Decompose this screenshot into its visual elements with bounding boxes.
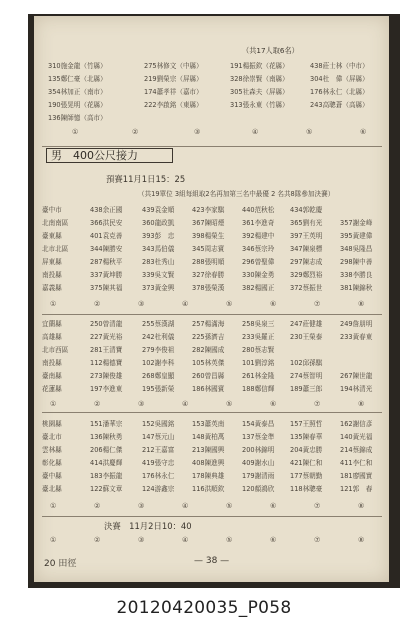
runner-entry: 152吳國銘: [142, 420, 175, 428]
team-row: [34, 269, 389, 278]
lane-circle: ④: [182, 400, 189, 408]
runner-entry: 124游鑫宗: [142, 485, 175, 493]
top-entry: 174蕭孝祥（嘉市）: [144, 88, 203, 96]
runner-entry: 230王榮泰: [290, 333, 323, 341]
runner-entry: 297陳志成: [290, 258, 323, 266]
divider-top: [42, 146, 382, 147]
top-entry: 275林修文（中縣）: [144, 62, 203, 70]
top-entry: 438莊士林（中市）: [310, 62, 369, 70]
runner-entry: 181廖國實: [340, 472, 373, 480]
lane-circle: ⑥: [360, 128, 367, 136]
runner-entry: 261林金隆: [242, 372, 275, 380]
lane-circle: ⑤: [226, 400, 233, 408]
runner-entry: 206楊仁傑: [90, 446, 123, 454]
runner-entry: 274蔡智明: [290, 372, 323, 380]
lane-circle: ②: [94, 536, 101, 544]
lane-circle: ③: [138, 502, 145, 510]
runner-entry: 367陳昭煙: [192, 219, 225, 227]
runner-entry: 381陳錦秋: [340, 284, 373, 292]
runner-entry: 273陳俊雄: [90, 372, 123, 380]
team-row: [34, 431, 389, 440]
lane-circle: ②: [94, 502, 101, 510]
runner-entry: 212王嘉富: [142, 446, 175, 454]
top-entry: 136陳師憶（高市）: [48, 114, 107, 122]
team-name: 南投縣: [42, 271, 62, 279]
runner-entry: 348吳隆昌: [340, 245, 373, 253]
top-entry-row: [34, 86, 389, 95]
runner-entry: 162謝信彥: [340, 420, 373, 428]
runner-entry: 357謝金峰: [340, 219, 373, 227]
runner-entry: 227黃光裕: [90, 333, 123, 341]
runner-entry: 373黃金興: [142, 284, 175, 292]
team-row: [34, 383, 389, 392]
team-row: [34, 457, 389, 466]
team-row: [34, 230, 389, 239]
runner-entry: 281王清寶: [90, 346, 123, 354]
team-row: [34, 444, 389, 453]
top-entry: 313張永東（竹縣）: [230, 101, 289, 109]
team-row: [34, 344, 389, 353]
runner-entry: 140黃光福: [340, 433, 373, 441]
runner-entry: 147蔡元山: [142, 433, 175, 441]
runner-entry: 401袁克善: [90, 232, 123, 240]
top-entry-row: [34, 73, 389, 82]
runner-entry: 153蕭英南: [192, 420, 225, 428]
runner-entry: 197李進東: [90, 385, 123, 393]
runner-entry: 423李家騏: [192, 206, 225, 214]
runner-entry: 393彭 忠: [142, 232, 175, 240]
team-row: [34, 282, 389, 291]
runner-entry: 120顏鴻欣: [242, 485, 275, 493]
lane-circle: ①: [72, 128, 79, 136]
runner-entry: 438余正國: [90, 206, 123, 214]
team-name: 臺東縣: [42, 232, 62, 240]
lane-circle: ⑤: [226, 502, 233, 510]
lane-circle: ⑥: [270, 400, 277, 408]
lane-circle: ⑦: [314, 502, 321, 510]
final-time: 決賽 11月2日10：40: [104, 521, 192, 531]
runner-entry: 408陳進興: [192, 459, 225, 467]
runner-entry: 329鄭烈裕: [290, 271, 323, 279]
top-entry: 304杜 偉（屏縣）: [310, 75, 369, 83]
runner-entry: 296曾聖偉: [242, 258, 275, 266]
runner-entry: 225孫濟吉: [192, 333, 225, 341]
runner-entry: 101劉淳銘: [242, 359, 275, 367]
lane-circle: ⑥: [270, 536, 277, 544]
runner-entry: 121郭 春: [340, 485, 373, 493]
runner-entry: 421陳仁和: [290, 459, 323, 467]
lane-circle: ⑤: [226, 536, 233, 544]
lane-circle: ③: [194, 128, 201, 136]
runner-entry: 395黃建偉: [340, 232, 373, 240]
top-entry: 305社森夫（屏縣）: [230, 88, 289, 96]
lane-circle: ④: [252, 128, 259, 136]
top-entry: 176林永仁（北縣）: [310, 88, 369, 96]
team-row: [34, 318, 389, 327]
footer-section: 20 田徑: [44, 559, 77, 569]
top-entry: 222李啟銘（東縣）: [144, 101, 203, 109]
lane-circle: ⑧: [358, 300, 365, 308]
runner-entry: 157王照哲: [290, 420, 323, 428]
lane-circle: ①: [50, 502, 57, 510]
runner-entry: 178陳典雄: [192, 472, 225, 480]
lane-circle: ①: [50, 400, 57, 408]
lane-circle: ①: [50, 536, 57, 544]
runner-entry: 102邱孫騏: [290, 359, 323, 367]
runner-entry: 250曾清龍: [90, 320, 123, 328]
top-entry: 354林加正（南市）: [48, 88, 107, 96]
team-row: [34, 331, 389, 340]
lane-circle: ④: [182, 502, 189, 510]
runner-entry: 267陳世龍: [340, 372, 373, 380]
runner-entry: 382楊國正: [242, 284, 275, 292]
runner-entry: 233黃春東: [340, 333, 373, 341]
team-name: 屏東縣: [42, 258, 62, 266]
runner-entry: 343馬伯儀: [142, 245, 175, 253]
runner-entry: 409謝水山: [242, 459, 275, 467]
prelim-note: （共19單位 3組每組取2名再加第三名中最優 2 名共8隊參加決賽）: [138, 190, 335, 198]
runner-entry: 282陳國成: [192, 346, 225, 354]
runner-entry: 176林永仁: [142, 472, 175, 480]
lane-circle: ⑤: [306, 128, 313, 136]
runner-entry: 330陳金勇: [242, 271, 275, 279]
runner-entry: 414洪慶輝: [90, 459, 123, 467]
top-entry: 135鄭仁豪（北縣）: [48, 75, 107, 83]
runner-entry: 338李勝良: [340, 271, 373, 279]
lane-circle: ⑦: [314, 300, 321, 308]
lane-circle: ⑧: [358, 536, 365, 544]
runner-entry: 375陳其福: [90, 284, 123, 292]
runner-entry: 200林錦明: [242, 446, 275, 454]
lane-circle: ③: [138, 300, 145, 308]
runner-entry: 283杜秀山: [142, 258, 175, 266]
runner-entry: 151潘華宗: [90, 420, 123, 428]
runner-entry: 183李振龍: [90, 472, 123, 480]
top-entry-row: [34, 60, 389, 69]
lane-circle: ⑥: [270, 300, 277, 308]
team-name: 宜蘭縣: [42, 320, 62, 328]
runner-entry: 233吳羅正: [242, 333, 275, 341]
top-entry: 243高聰蒼（高縣）: [310, 101, 369, 109]
runner-entry: 137蔡金準: [242, 433, 275, 441]
runner-entry: 298陳中善: [340, 258, 373, 266]
document-page: [34, 16, 389, 582]
runner-entry: 179謝清雨: [242, 472, 275, 480]
runner-entry: 112楊德寶: [90, 359, 123, 367]
lane-circle: ⑦: [314, 536, 321, 544]
runner-entry: 419張守忠: [142, 459, 175, 467]
lane-circle: ④: [182, 300, 189, 308]
team-row: [34, 204, 389, 213]
lane-circle: ④: [182, 536, 189, 544]
team-row: [34, 418, 389, 427]
runner-entry: 361李進奇: [242, 219, 275, 227]
team-row: [34, 357, 389, 366]
runner-entry: 280蔡志賢: [242, 346, 275, 354]
runner-entry: 255蔡漢湖: [142, 320, 175, 328]
top-entry: 190張晃明（花縣）: [48, 101, 107, 109]
runner-entry: 397王英明: [290, 232, 323, 240]
team-row: [34, 470, 389, 479]
runner-entry: 287楊秋平: [90, 258, 123, 266]
runner-entry: 346蔡宗玲: [242, 245, 275, 253]
top-entry: 219劉榮宗（屏縣）: [144, 75, 203, 83]
runner-entry: 177蔡朝勤: [290, 472, 323, 480]
runner-entry: 344陳勝安: [90, 245, 123, 253]
runner-entry: 366洪民安: [90, 219, 123, 227]
team-row: [34, 243, 389, 252]
runner-entry: 434郭乾慶: [290, 206, 323, 214]
team-name: 臺南縣: [42, 372, 62, 380]
team-row: [34, 483, 389, 492]
runner-entry: 260曾昌縣: [192, 372, 225, 380]
runner-entry: 189蕭三郎: [290, 385, 323, 393]
image-caption: 20120420035_P058: [116, 598, 292, 618]
prelim-time: 預賽11月1日15：25: [106, 174, 186, 184]
runner-entry: 247莊健雄: [290, 320, 323, 328]
team-name: 南投縣: [42, 359, 62, 367]
runner-entry: 440范秋松: [242, 206, 275, 214]
top-entry: 310施金龍（竹縣）: [48, 62, 107, 70]
runner-entry: 365劉有光: [290, 219, 323, 227]
runner-entry: 279李俊祖: [142, 346, 175, 354]
team-name: 臺北縣: [42, 485, 62, 493]
runner-entry: 339吳文賢: [142, 271, 175, 279]
team-name: 花蓮縣: [42, 385, 62, 393]
runner-entry: 392楊建中: [242, 232, 275, 240]
runner-entry: 122蘇文章: [90, 485, 123, 493]
team-row: [34, 370, 389, 379]
runner-entry: 116洪順欽: [192, 485, 225, 493]
runner-entry: 257楊滿海: [192, 320, 225, 328]
runner-entry: 360龍政凱: [142, 219, 175, 227]
team-name: 臺北市: [42, 433, 62, 441]
runner-entry: 347陳泉標: [290, 245, 323, 253]
team-name: 臺中縣: [42, 472, 62, 480]
lane-circle: ②: [94, 300, 101, 308]
lane-circle: ⑧: [358, 400, 365, 408]
runner-entry: 136陳秋勇: [90, 433, 123, 441]
runner-entry: 337黃坤勝: [90, 271, 123, 279]
divider-heat-3: [42, 412, 382, 413]
runner-entry: 411李仁和: [340, 459, 373, 467]
team-name: 北市北區: [42, 245, 69, 253]
team-row: [34, 217, 389, 226]
lane-circle: ①: [50, 300, 57, 308]
runner-entry: 398楊榮生: [192, 232, 225, 240]
runner-entry: 378張榮漢: [192, 284, 225, 292]
top-entry-row: [34, 112, 389, 121]
runner-entry: 118林聰豪: [290, 485, 323, 493]
lane-circle: ②: [94, 400, 101, 408]
top-entry: 191楊振欽（花縣）: [230, 62, 289, 70]
divider-final: [42, 516, 382, 517]
runner-entry: 204黃忠勝: [290, 446, 323, 454]
runner-entry: 439袁金順: [142, 206, 175, 214]
runner-entry: 194林清光: [340, 385, 373, 393]
runner-entry: 258吳泉三: [242, 320, 275, 328]
footer-page-number: — 38 —: [194, 556, 230, 566]
runner-entry: 288張明順: [192, 258, 225, 266]
team-row: [34, 256, 389, 265]
runner-entry: 135陳春華: [290, 433, 323, 441]
runner-entry: 154黃泰昌: [242, 420, 275, 428]
runner-entry: 214蔡錦成: [340, 446, 373, 454]
runner-entry: 242杜利儀: [142, 333, 175, 341]
team-name: 北市西區: [42, 346, 69, 354]
lane-circle: ⑤: [226, 300, 233, 308]
divider-heat-2: [42, 314, 382, 315]
team-name: 彰化縣: [42, 459, 62, 467]
runner-entry: 105林英傑: [192, 359, 225, 367]
runner-entry: 249詹朋明: [340, 320, 373, 328]
team-name: 高雄縣: [42, 333, 62, 341]
lane-circle: ③: [138, 400, 145, 408]
runner-entry: 148黃柏萬: [192, 433, 225, 441]
runner-entry: 372蔡振世: [290, 284, 323, 292]
lane-circle: ②: [132, 128, 139, 136]
team-name: 嘉義縣: [42, 284, 62, 292]
top-total-note: （共17人取6名）: [242, 46, 299, 55]
lane-circle: ⑦: [314, 400, 321, 408]
runner-entry: 268鄭皇顯: [142, 372, 175, 380]
team-name: 雲林縣: [42, 446, 62, 454]
top-entry: 328徐崇賢（南縣）: [230, 75, 289, 83]
top-entry-row: [34, 99, 389, 108]
event-title: 男 400公尺接力: [46, 148, 173, 163]
team-name: 北南南區: [42, 219, 69, 227]
runner-entry: 195張新榮: [142, 385, 175, 393]
runner-entry: 188鄭信輝: [242, 385, 275, 393]
runner-entry: 102謝李科: [142, 359, 175, 367]
team-name: 臺中市: [42, 206, 62, 214]
team-name: 桃園縣: [42, 420, 62, 428]
runner-entry: 186林國賓: [192, 385, 225, 393]
runner-entry: 213陳國興: [192, 446, 225, 454]
lane-circle: ③: [138, 536, 145, 544]
runner-entry: 345周志賓: [192, 245, 225, 253]
runner-entry: 327徐春勝: [192, 271, 225, 279]
lane-circle: ⑥: [270, 502, 277, 510]
lane-circle: ⑧: [358, 502, 365, 510]
